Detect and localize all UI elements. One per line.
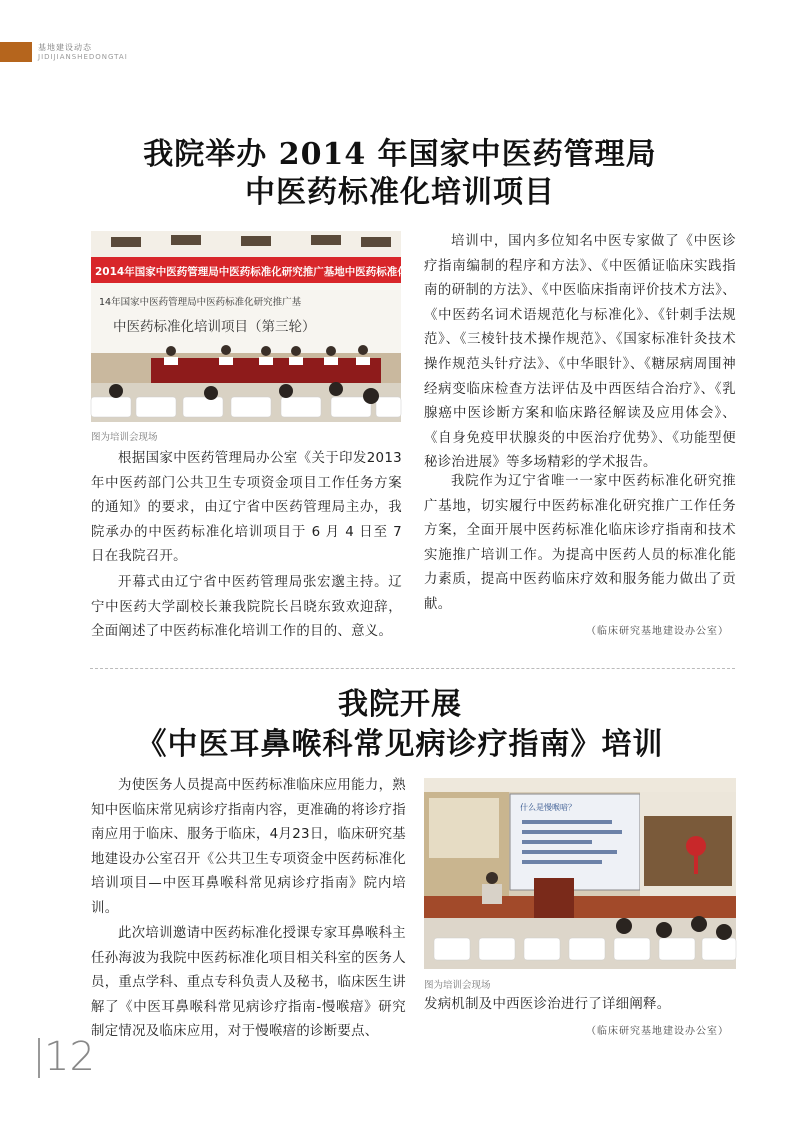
article2-caption: 图为培训会现场 [424, 980, 491, 991]
banner-text: 2014年国家中医药管理局中医药标准化研究推广基地中医药标准化培训项目（第三轮 [95, 266, 492, 278]
page-number: 12 [44, 1034, 95, 1080]
section-marker [0, 42, 32, 62]
article2-title-line2: 《中医耳鼻喉科常见病诊疗指南》培训 [136, 727, 664, 762]
article2-paragraph-2: 此次培训邀请中医药标准化授课专家耳鼻喉科主任孙海波为我院中医药标准化项目相关科室的医务人员，重点学科、重点专科负责人及秘书，临床医生讲解了《中医耳鼻喉科常见病诊疗指南-慢喉瘖》研究制定情况及临床应用，对于慢喉瘖的诊断要点、 [91, 926, 406, 1040]
page-number-bar [38, 1038, 40, 1078]
article1-source: （临床研究基地建设办公室） [586, 626, 729, 637]
section-name-pinyin: JIDIJIANSHEDONGTAI [38, 53, 128, 61]
article1-paragraph-2: 开幕式由辽宁省中医药管理局张宏邈主持。辽宁中医药大学副校长兼我院院长吕晓东致欢迎辞，全面阐述了中医药标准化培训工作的目的、意义。 [91, 575, 402, 640]
article1-paragraph-3: 培训中，国内多位知名中医专家做了《中医诊疗指南编制的程序和方法》、《中医循证临床实践指南的研制的方法》、《中医临床指南评价技术方法》、《中医药名词术语规范化与标准化》、《针刺手法规范》、《三棱针技术操作规范》、《国家标准针灸技术操作规范头针疗法》、《中华眼针》、《糖尿病周围神经病变临床检查方法评估及中西医结合治疗》、《乳腺癌中医诊断方案和临床路径解读及应用体会》、《自身免疫甲状腺炎的中医治疗优势》、《功能型便秘诊治进展》等多场精彩的学术报告。 [424, 234, 736, 471]
article1-paragraph-1: 根据国家中医药管理局办公室《关于印发2013 年中医药部门公共卫生专项资金项目工作任务方案的通知》的要求，由辽宁省中医药管理局主办，我院承办的中医药标准化培训项目于 6 月 4 日至 7 日在我院召开。 [91, 451, 402, 565]
section-name: 基地建设动态 [38, 43, 92, 52]
article1-title-line2: 中医药标准化培训项目 [245, 175, 555, 210]
article1-paragraph-4: 我院作为辽宁省唯一一家中医药标准化研究推广基地，切实履行中医药标准化研究推广工作任务方案，全面开展中医药标准化临床诊疗指南和技术实施推广培训工作。为提高中医药人员的标准化能力素质，提高中医药临床疗效和服务能力做出了贡献。 [424, 474, 736, 612]
article2-photo [424, 778, 736, 969]
screen-text-1: 14年国家中医药管理局中医药标准化研究推广基 [99, 297, 302, 308]
article1-photo [91, 231, 492, 422]
article2-paragraph-1: 为使医务人员提高中医药标准临床应用能力，熟知中医临床常见病诊疗指南内容，更准确的将诊疗指南应用于临床、服务于临床，4月23日，临床研究基地建设办公室召开《公共卫生专项资金中医药标准化培训项目—中医耳鼻喉科常见病诊疗指南》院内培训。 [91, 778, 406, 916]
article2-title-line1: 我院开展 [338, 687, 462, 722]
article2-paragraph-3: 发病机制及中西医诊治进行了详细阐释。 [424, 997, 671, 1012]
screen-text-2: 中医药标准化培训项目（第三轮） [113, 319, 316, 335]
article1-caption: 图为培训会现场 [91, 432, 158, 443]
article2-source: （临床研究基地建设办公室） [586, 1026, 729, 1037]
article-divider [90, 668, 735, 669]
article1-title-line1: 我院举办 2014 年国家中医药管理局 [143, 137, 657, 172]
slide-title: 什么是慢喉喑？ [520, 803, 576, 812]
